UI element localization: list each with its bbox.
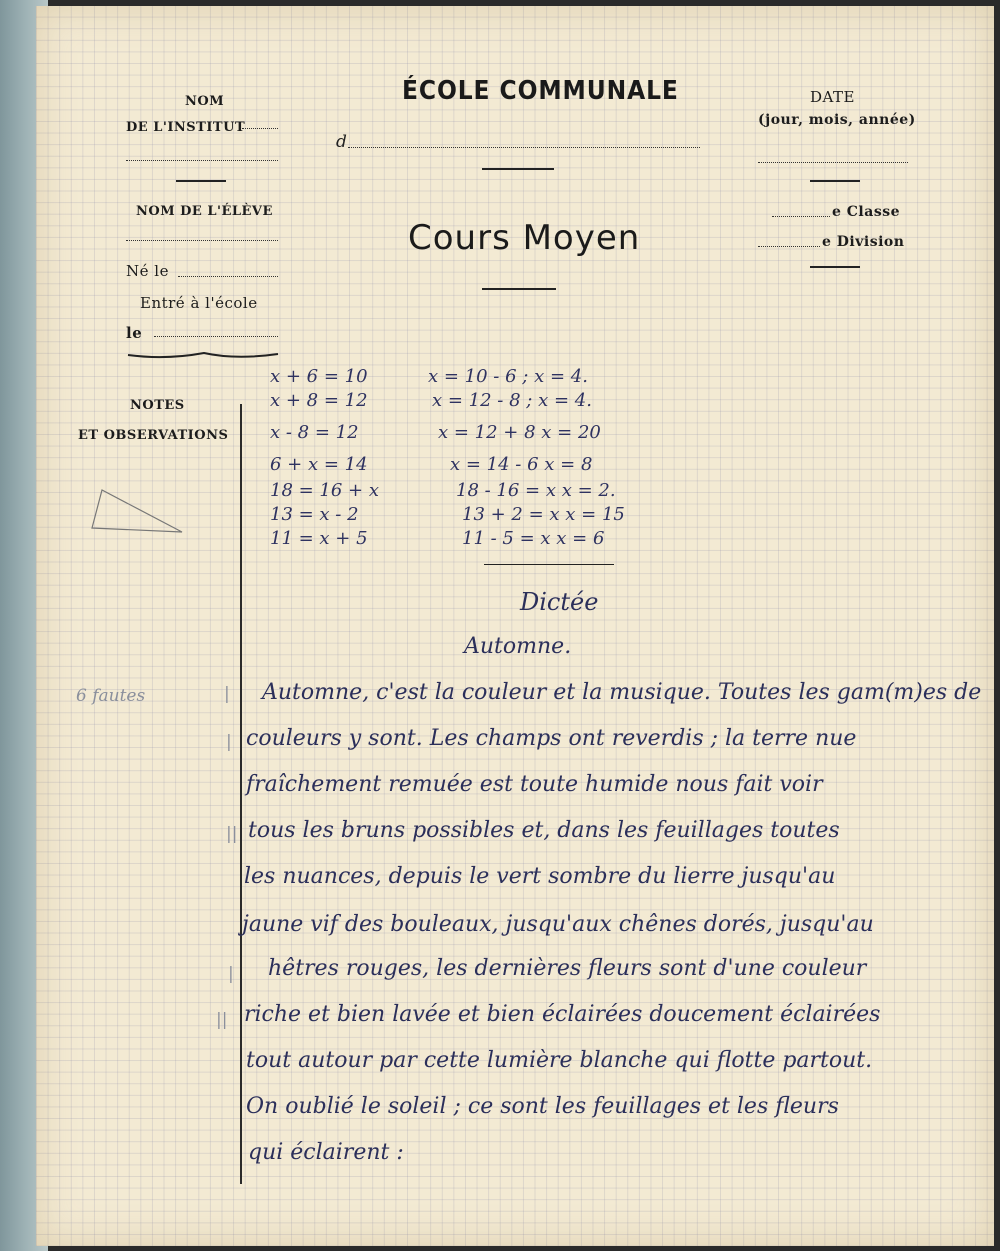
dictation-line: riche et bien lavée et bien éclairées doucement éclairées — [244, 1002, 881, 1027]
divider — [176, 180, 226, 182]
margin-mark: | — [228, 964, 234, 984]
dictation-line: tout autour par cette lumière blanche qui flotte partout. — [246, 1048, 873, 1073]
solution: x = 14 - 6 x = 8 — [450, 454, 593, 475]
ne-le-dotline — [178, 276, 278, 277]
classe-dotline — [772, 216, 830, 217]
equation: 6 + x = 14 — [270, 454, 368, 475]
equation: x + 8 = 12 — [270, 390, 368, 411]
solution: x = 10 - 6 ; x = 4. — [428, 366, 588, 387]
cours-divider — [482, 288, 556, 290]
dictation-line: tous les bruns possibles et, dans les feuillages toutes — [248, 818, 840, 843]
dictation-heading: Dictée — [520, 588, 599, 616]
dictation-body — [212, 674, 982, 1174]
notebook-page — [36, 6, 994, 1246]
fautes-note: 6 fautes — [76, 686, 146, 706]
ne-le-label: Né le — [126, 262, 169, 280]
date-dotline — [758, 162, 908, 163]
solution: 18 - 16 = x x = 2. — [456, 480, 616, 501]
dictation-line: hêtres rouges, les dernières fleurs sont d'une couleur — [268, 956, 867, 981]
eleve-dotline — [126, 240, 278, 241]
solution: x = 12 - 8 ; x = 4. — [432, 390, 592, 411]
triangle-sketch — [88, 486, 188, 536]
equation: 18 = 16 + x — [270, 480, 380, 501]
equation: x + 6 = 10 — [270, 366, 368, 387]
le-label: le — [126, 324, 143, 342]
date-label: DATE — [810, 88, 855, 106]
entre-label: Entré à l'école — [140, 294, 258, 312]
d-label: d — [336, 132, 347, 152]
solution: 11 - 5 = x x = 6 — [462, 528, 605, 549]
right-divider — [810, 180, 860, 182]
ornament-flourish — [126, 348, 281, 362]
dictation-line: fraîchement remuée est toute humide nous fait voir — [246, 772, 823, 797]
equation: 13 = x - 2 — [270, 504, 359, 525]
math-exercise — [270, 366, 730, 556]
division-dotline — [758, 246, 820, 247]
observations-title: ET OBSERVATIONS — [78, 428, 229, 443]
dictation-line: On oublié le soleil ; ce sont les feuillages et les fleurs — [246, 1094, 839, 1119]
dictation-line: les nuances, depuis le vert sombre du lierre jusqu'au — [244, 864, 836, 889]
margin-mark: | — [224, 684, 230, 704]
exercise-divider — [484, 564, 614, 565]
margin-mark: || — [226, 824, 238, 844]
d-dotline — [348, 147, 700, 148]
center-divider — [482, 168, 554, 170]
dictation-subtitle: Automne. — [464, 634, 572, 659]
institut-dotline-2 — [126, 160, 278, 161]
date-hint: (jour, mois, année) — [758, 112, 916, 128]
eleve-label: NOM DE L'ÉLÈVE — [136, 204, 273, 219]
dictation-line: jaune vif des bouleaux, jusqu'aux chênes dorés, jusqu'au — [242, 912, 874, 937]
equation: 11 = x + 5 — [270, 528, 368, 549]
equation: x - 8 = 12 — [270, 422, 359, 443]
notes-title: NOTES — [130, 398, 185, 413]
school-title: ÉCOLE COMMUNALE — [402, 76, 679, 106]
nom-label: NOM — [185, 94, 225, 109]
dictation-line: couleurs y sont. Les champs ont reverdis ; la terre nue — [246, 726, 857, 751]
institut-label: DE L'INSTITUT — [126, 120, 246, 135]
le-dotline — [154, 336, 278, 337]
solution: 13 + 2 = x x = 15 — [462, 504, 625, 525]
margin-mark: || — [216, 1010, 228, 1030]
solution: x = 12 + 8 x = 20 — [438, 422, 601, 443]
dictation-line: qui éclairent : — [248, 1140, 404, 1165]
institut-dotline — [242, 128, 278, 129]
right-divider-2 — [810, 266, 860, 268]
dictation-line: Automne, c'est la couleur et la musique. Toutes les gam(m)es de — [262, 680, 982, 705]
classe-label: e Classe — [832, 204, 900, 220]
division-label: e Division — [822, 234, 905, 250]
cours-title: Cours Moyen — [408, 218, 641, 258]
margin-mark: | — [226, 732, 232, 752]
